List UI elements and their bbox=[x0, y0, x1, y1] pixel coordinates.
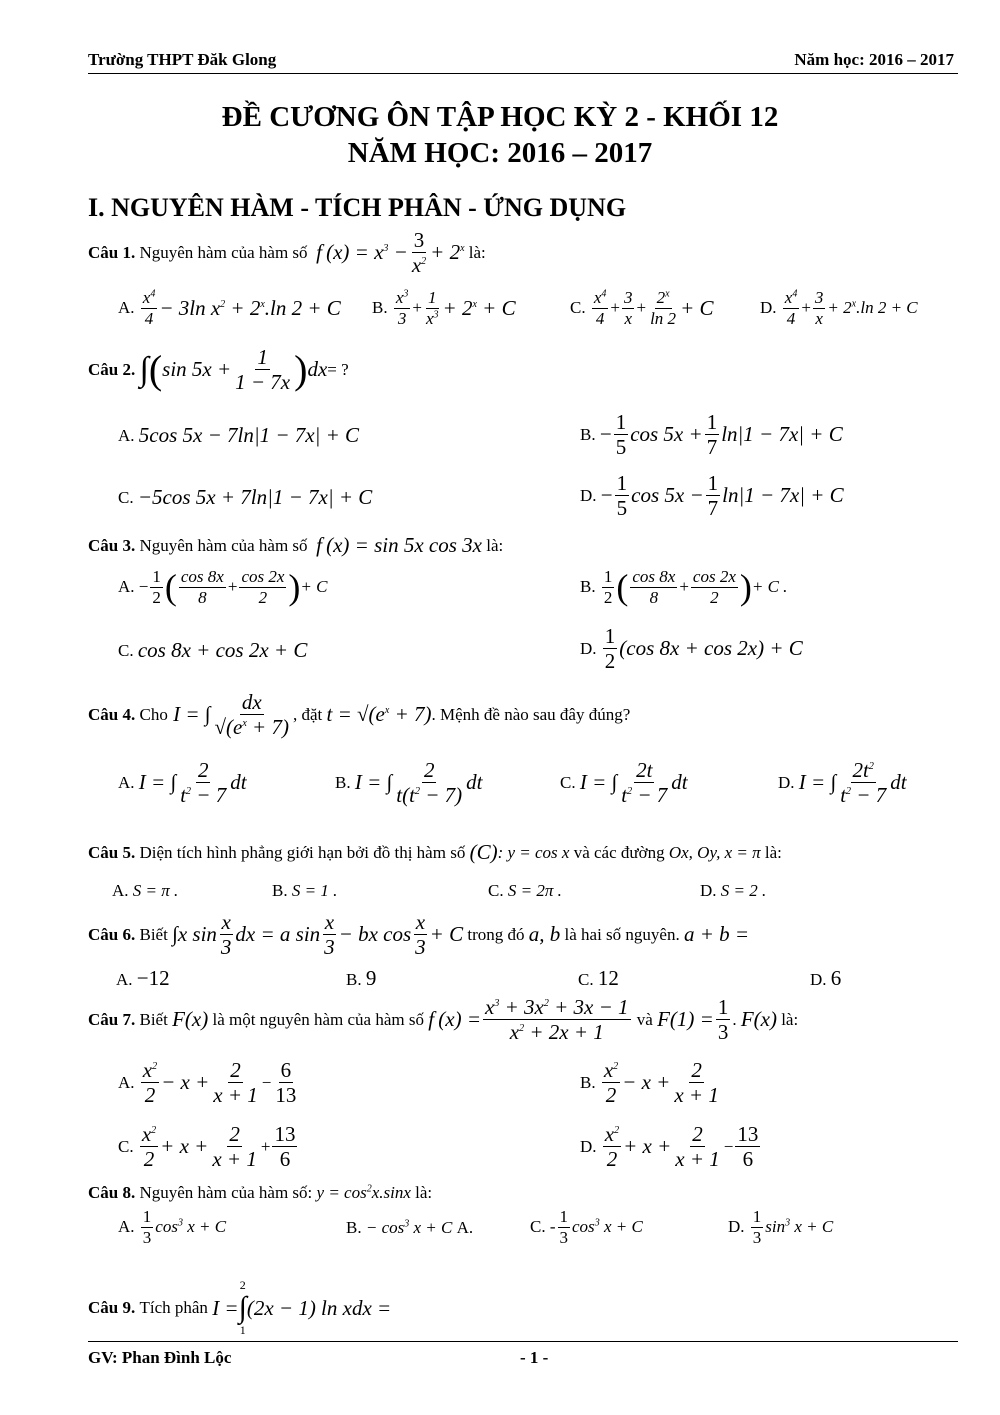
opt-label: B. bbox=[346, 970, 362, 989]
expr: cos 5x + bbox=[630, 422, 703, 447]
frac: $\frac{\cos 2x}{2}$ bbox=[241, 566, 285, 607]
frac: $\frac{2t}{t^2 - 7}$ bbox=[621, 758, 668, 808]
doc-title-line2: NĂM HỌC: 2016 – 2017 bbox=[347, 137, 653, 169]
q1-option-a bbox=[118, 288, 341, 328]
q6-text: Biết bbox=[139, 924, 168, 944]
frac: $\frac{1}{5}$ bbox=[615, 410, 627, 460]
frac: $\frac{1}{3}$ bbox=[559, 1207, 569, 1247]
q7-mid: là một nguyên hàm của hàm số bbox=[212, 1009, 424, 1029]
q7-label: Câu 7. bbox=[88, 1009, 136, 1029]
q6-option-c bbox=[578, 966, 619, 991]
header-rule bbox=[88, 73, 958, 74]
expr: cos 5x − bbox=[631, 483, 704, 508]
q2-option-b: B. − $\frac{1}{5}$ cos 5x + $\frac{1}{7}$ ln|1 − 7x| + C bbox=[580, 410, 843, 460]
frac: $\frac{1}{7}$ bbox=[707, 471, 719, 521]
expr: ln|1 − 7x| + C bbox=[722, 483, 844, 508]
question-5: Câu 5. Diện tích hình phẳng giới hạn bởi đồ thị hàm số (C) : y = cos x và các đường Ox, Oy, x = π là: bbox=[88, 840, 782, 864]
q1-frac: $\frac{3}{x^2}$ bbox=[411, 228, 427, 278]
opt-label: B. bbox=[272, 881, 288, 900]
frac: $\frac{1}{3}$ bbox=[142, 1207, 152, 1247]
opt-label: C. bbox=[570, 298, 586, 318]
opt-value: S = 2π . bbox=[507, 881, 562, 900]
frac: $\frac{13}{6}$ bbox=[274, 1122, 296, 1172]
opt-label: D. bbox=[580, 485, 597, 505]
opt-label: A. bbox=[118, 577, 135, 596]
paren: ) bbox=[739, 567, 752, 607]
q8-text: Nguyên hàm của hàm số: bbox=[139, 1183, 313, 1202]
q6-option-b bbox=[346, 966, 376, 991]
expr: F(x) bbox=[172, 1007, 209, 1032]
opt-value: −12 bbox=[136, 966, 170, 990]
stray-label: A. bbox=[456, 1218, 474, 1237]
expr: + $2^x + C$ bbox=[442, 295, 516, 320]
frac: $\frac{\cos 8x}{8}$ bbox=[180, 566, 224, 607]
paren: ( bbox=[148, 347, 163, 393]
q8-option-d bbox=[728, 1207, 833, 1247]
q5-option-c bbox=[488, 881, 562, 901]
opt-label: A. bbox=[112, 881, 129, 900]
q1-formula: f $(x) = x^3$ − bbox=[316, 240, 408, 265]
opt-label: C. bbox=[560, 772, 576, 792]
expr: (cos 8x + cos 2x) + C bbox=[619, 636, 803, 661]
expr: $\sin^3 x + C$ bbox=[765, 1217, 834, 1237]
q7-option-c: C. $\frac{x^2}{2}$ + x + $\frac{2}{x + 1}$ + $\frac{13}{6}$ bbox=[118, 1122, 296, 1172]
frac: $\frac{1}{7}$ bbox=[706, 410, 718, 460]
frac: $\frac{x^3 + 3x^2 + 3x - 1}{x^2 + 2x + 1}$ bbox=[485, 995, 629, 1045]
opt-label: A. bbox=[118, 298, 135, 318]
opt-label: B. bbox=[580, 577, 596, 596]
q9-label: Câu 9. bbox=[88, 1298, 136, 1317]
expr: F(1) = bbox=[657, 1007, 714, 1032]
expr: dx = a sin bbox=[235, 922, 321, 947]
q5-text: Diện tích hình phẳng giới hạn bởi đồ thị hàm số bbox=[139, 842, 466, 862]
frac: $\frac{x^2}{2}$ bbox=[604, 1122, 620, 1172]
q4-mid: , đặt bbox=[292, 704, 323, 724]
frac: $\frac{2t^2}{t^2 - 7}$ bbox=[840, 758, 887, 808]
q5-mid: và các đường bbox=[573, 842, 665, 862]
teacher-name: GV: Phan Đình Lộc bbox=[88, 1348, 232, 1367]
opt-label: B. bbox=[580, 1072, 596, 1092]
q1-option-c: C. $\frac{x^4}{4}$ + $\frac{3}{x}$ + $\frac{2^x}{\ln 2}$ + C bbox=[570, 288, 714, 328]
q4-option-d bbox=[778, 758, 907, 807]
opt-label: C. bbox=[530, 1217, 546, 1237]
opt-label: B. bbox=[372, 298, 388, 318]
expr: ∫x sin bbox=[172, 922, 217, 947]
opt-value: S = 1 . bbox=[291, 881, 338, 900]
school-year: Năm học: 2016 – 2017 bbox=[794, 50, 954, 69]
opt-value: S = 2 . bbox=[720, 881, 767, 900]
frac: $\frac{3}{x}$ bbox=[623, 288, 633, 328]
q5-option-d bbox=[700, 881, 766, 901]
opt-label: B. bbox=[335, 772, 351, 792]
opt-label: C. bbox=[118, 487, 134, 507]
question-3 bbox=[88, 533, 503, 558]
expr: $y = \cos^2x.\sin x$ bbox=[316, 1183, 411, 1202]
q3-tail: là: bbox=[486, 535, 504, 555]
frac: $\frac{\cos 2x}{2}$ bbox=[692, 566, 736, 607]
expr: dt bbox=[230, 770, 247, 795]
section-heading: I. NGUYÊN HÀM - TÍCH PHÂN - ỨNG DỤNG bbox=[88, 193, 627, 222]
expr: − x + bbox=[622, 1070, 671, 1095]
frac: $\frac{1}{2}$ bbox=[603, 566, 613, 607]
expr: −5cos 5x + 7ln|1 − 7x| + C bbox=[137, 485, 373, 509]
frac: $\frac{x}{3}$ bbox=[415, 910, 426, 960]
q1-tail: là: bbox=[468, 242, 486, 262]
frac: $\frac{13}{6}$ bbox=[737, 1122, 759, 1172]
q3-option-c bbox=[118, 638, 307, 663]
opt-label: A. bbox=[118, 425, 135, 445]
question-2 bbox=[88, 345, 349, 394]
definite-integral: 2 ∫ 1 bbox=[238, 1278, 247, 1337]
frac: $\frac{2}{x + 1}$ bbox=[674, 1058, 719, 1108]
opt-label: C. bbox=[118, 640, 134, 660]
school-name: Trường THPT Đăk Glong bbox=[88, 50, 277, 69]
opt-label: C. bbox=[118, 1136, 134, 1156]
integral-sign: ∫ bbox=[139, 350, 149, 388]
q4-option-c bbox=[560, 758, 688, 807]
q7-text: Biết bbox=[139, 1009, 168, 1029]
opt-value: 12 bbox=[597, 966, 619, 990]
q1-text: Nguyên hàm của hàm số bbox=[139, 242, 308, 262]
frac: $\frac{3}{x}$ bbox=[814, 288, 824, 328]
opt-label: A. bbox=[118, 1217, 135, 1237]
opt-value: 6 bbox=[830, 966, 842, 990]
opt-value: 9 bbox=[365, 966, 377, 990]
q2-tail: = ? bbox=[327, 359, 349, 379]
expr: + x + bbox=[160, 1134, 209, 1159]
opt-label: D. bbox=[700, 881, 717, 900]
question-4 bbox=[88, 690, 630, 739]
q5-label: Câu 5. bbox=[88, 842, 136, 862]
expr: I = ∫ bbox=[798, 770, 837, 795]
expr: 5cos 5x − 7ln|1 − 7x| + C bbox=[138, 423, 360, 447]
q9-text: Tích phân bbox=[139, 1298, 208, 1317]
question-1 bbox=[88, 228, 486, 277]
q3-text: Nguyên hàm của hàm số bbox=[139, 535, 308, 555]
opt-label: A. bbox=[118, 1072, 135, 1092]
paren: ( bbox=[164, 567, 177, 607]
opt-label: D. bbox=[728, 1217, 745, 1237]
opt-label: A. bbox=[116, 970, 133, 989]
expr: dt bbox=[890, 770, 907, 795]
expr: I = bbox=[212, 1295, 239, 1320]
question-7: Câu 7. Biết F(x) là một nguyên hàm của hàm số f (x) = $\frac{x^3 + 3x^2 + 3x - 1}{x^2 + 2x + 1}$ và F(1) = $\frac{1}{3}$ . F(x) là: bbox=[88, 995, 799, 1045]
q8-label: Câu 8. bbox=[88, 1183, 136, 1202]
q6-label: Câu 6. bbox=[88, 924, 136, 944]
expr: Ox, Oy, x = π bbox=[668, 842, 761, 862]
frac: $\frac{1}{2}$ bbox=[604, 624, 616, 674]
frac: $\frac{x^2}{2}$ bbox=[142, 1058, 158, 1108]
opt-label: D. bbox=[760, 298, 777, 318]
paren: ( bbox=[616, 567, 629, 607]
doc-title-line1: ĐỀ CƯƠNG ÔN TẬP HỌC KỲ 2 - KHỐI 12 bbox=[221, 101, 779, 133]
q3-option-b: B. $\frac{1}{2}$ ( $\frac{\cos 8x}{8}$ + $\frac{\cos 2x}{2}$ ) + C . bbox=[580, 566, 788, 607]
question-8 bbox=[88, 1183, 432, 1203]
q6-mid: trong đó bbox=[467, 924, 525, 944]
frac: $\frac{2}{t^2 - 7}$ bbox=[180, 758, 227, 808]
opt-label: B. bbox=[580, 424, 596, 444]
expr: dt bbox=[671, 770, 688, 795]
q4-tail: . Mệnh đề nào sau đây đúng? bbox=[431, 704, 631, 724]
frac: $\frac{2^x}{\ln 2}$ bbox=[650, 288, 677, 328]
opt-label: D. bbox=[580, 638, 597, 658]
opt-label: D. bbox=[810, 970, 827, 989]
frac: $\frac{dx}{√(e^x + 7)}$ bbox=[214, 690, 289, 740]
expr: (2x − 1) ln xdx = bbox=[246, 1295, 392, 1320]
frac: $\frac{2}{x + 1}$ bbox=[213, 1058, 258, 1108]
frac: $\frac{6}{13}$ bbox=[275, 1058, 297, 1108]
expr: f (x) = sin 5x cos 3x bbox=[316, 533, 482, 557]
expr: I = ∫ bbox=[579, 770, 618, 795]
q4-text: Cho bbox=[139, 704, 168, 724]
frac: $\frac{1}{1 - 7x}$ bbox=[235, 345, 291, 395]
q8-option-b bbox=[346, 1218, 473, 1238]
expr: a, b bbox=[528, 922, 561, 947]
q8-option-c: C. - $\frac{1}{3}$ $\cos^3 x + C$ bbox=[530, 1207, 643, 1247]
expr: − bx cos bbox=[338, 922, 412, 947]
frac: $\frac{x}{3}$ bbox=[324, 910, 335, 960]
question-9 bbox=[88, 1278, 391, 1338]
frac: $\frac{x^4}{4}$ bbox=[593, 288, 607, 328]
frac: $\frac{1}{2}$ bbox=[152, 566, 161, 607]
frac: $\frac{1}{3}$ bbox=[752, 1207, 762, 1247]
expr: − 3ln $x^2 + 2^x.\ln$ 2 + C bbox=[159, 295, 341, 320]
q6-option-a bbox=[116, 966, 170, 991]
frac: $\frac{1}{x^3}$ bbox=[425, 288, 439, 328]
expr: − x + bbox=[161, 1070, 210, 1095]
expr: I = ∫ bbox=[354, 770, 393, 795]
q6-option-d bbox=[810, 966, 841, 991]
expr: + $2^x.\ln$ 2 + C bbox=[827, 298, 918, 318]
expr: (C) bbox=[469, 840, 498, 864]
expr: $\cos^3 x + C$ bbox=[572, 1217, 643, 1237]
opt-value: S = π . bbox=[132, 881, 179, 900]
q5-option-b bbox=[272, 881, 337, 901]
expr: + C bbox=[429, 922, 464, 947]
q4-option-b bbox=[335, 758, 482, 807]
q8-option-a bbox=[118, 1207, 226, 1247]
q1-option-d: D. $\frac{x^4}{4}$ + $\frac{3}{x}$ + $2^x.\ln$ 2 + C bbox=[760, 288, 918, 328]
q3-option-a: A. − $\frac{1}{2}$ ( $\frac{\cos 8x}{8}$ + $\frac{\cos 2x}{2}$ ) + C bbox=[118, 566, 328, 607]
frac: $\frac{2}{x + 1}$ bbox=[675, 1122, 720, 1172]
opt-label: C. bbox=[578, 970, 594, 989]
expr: f (x) = bbox=[428, 1007, 482, 1032]
q2-option-d: D. − $\frac{1}{5}$ cos 5x − $\frac{1}{7}$ ln|1 − 7x| + C bbox=[580, 471, 844, 521]
q7-option-b bbox=[580, 1058, 723, 1107]
opt-label: C. bbox=[488, 881, 504, 900]
q4-label: Câu 4. bbox=[88, 704, 136, 724]
frac: $\frac{2}{t(t^2 - 7)}$ bbox=[396, 758, 463, 808]
opt-label: D. bbox=[580, 1136, 597, 1156]
expr: + C bbox=[680, 295, 714, 320]
expr: ln|1 − 7x| + C bbox=[721, 422, 843, 447]
paren: ) bbox=[294, 347, 308, 393]
expr: I = ∫ bbox=[167, 702, 211, 727]
frac: $\frac{x^2}{2}$ bbox=[603, 1058, 619, 1108]
q1-formula-b: + $2^x$ bbox=[430, 240, 465, 265]
opt-label: D. bbox=[778, 772, 795, 792]
expr: I = ∫ bbox=[138, 770, 177, 795]
q2-option-a bbox=[118, 423, 359, 448]
expr: + C bbox=[300, 577, 328, 596]
frac: $\frac{x^4}{4}$ bbox=[784, 288, 798, 328]
question-6 bbox=[88, 910, 749, 959]
page-number: - 1 - bbox=[520, 1348, 549, 1367]
frac: $\frac{1}{5}$ bbox=[616, 471, 628, 521]
q3-label: Câu 3. bbox=[88, 535, 136, 555]
frac: $\frac{\cos 8x}{8}$ bbox=[632, 566, 676, 607]
q7-mid2: và bbox=[636, 1009, 653, 1029]
q4-option-a bbox=[118, 758, 247, 807]
opt-label: A. bbox=[118, 772, 135, 792]
expr: $t = √(e^x + 7)$ bbox=[326, 702, 432, 727]
q1-option-b: B. $\frac{x^3}{3}$ + $\frac{1}{x^3}$ + $2^x + C$ bbox=[372, 288, 516, 328]
expr: − $\cos^3 x + C$ bbox=[365, 1218, 453, 1237]
expr: a + b = bbox=[683, 922, 750, 947]
q2-option-c bbox=[118, 485, 372, 510]
expr: + x + bbox=[623, 1134, 672, 1159]
q6-mid2: là hai số nguyên. bbox=[564, 924, 680, 944]
footer-rule bbox=[88, 1341, 958, 1342]
q2-label: Câu 2. bbox=[88, 359, 136, 379]
q5-option-a bbox=[112, 881, 178, 901]
expr: F(x) bbox=[740, 1007, 777, 1032]
q7-option-a: A. $\frac{x^2}{2}$ − x + $\frac{2}{x + 1}$ − $\frac{6}{13}$ bbox=[118, 1058, 297, 1108]
paren: ) bbox=[288, 567, 301, 607]
expr: $\cos^3 x + C$ bbox=[155, 1217, 227, 1237]
frac: $\frac{x}{3}$ bbox=[220, 910, 232, 960]
frac: $\frac{x^4}{4}$ bbox=[142, 288, 156, 328]
q5-tail: là: bbox=[764, 842, 782, 862]
expr: sin 5x + bbox=[162, 357, 232, 382]
frac: $\frac{1}{3}$ bbox=[717, 995, 729, 1045]
expr: dx bbox=[307, 357, 328, 382]
q1-label: Câu 1. bbox=[88, 242, 136, 262]
frac: $\frac{x^2}{2}$ bbox=[141, 1122, 157, 1172]
q3-option-d bbox=[580, 624, 803, 673]
expr: + C . bbox=[751, 577, 788, 596]
frac: $\frac{x^3}{3}$ bbox=[395, 288, 409, 328]
frac: $\frac{2}{x + 1}$ bbox=[212, 1122, 257, 1172]
opt-label: B. bbox=[346, 1218, 362, 1237]
expr: dt bbox=[466, 770, 483, 795]
q7-tail: là: bbox=[781, 1009, 799, 1029]
q7-option-d: D. $\frac{x^2}{2}$ + x + $\frac{2}{x + 1}$ − $\frac{13}{6}$ bbox=[580, 1122, 759, 1172]
expr: cos 8x + cos 2x + C bbox=[137, 638, 308, 662]
q8-tail: là: bbox=[415, 1183, 433, 1202]
